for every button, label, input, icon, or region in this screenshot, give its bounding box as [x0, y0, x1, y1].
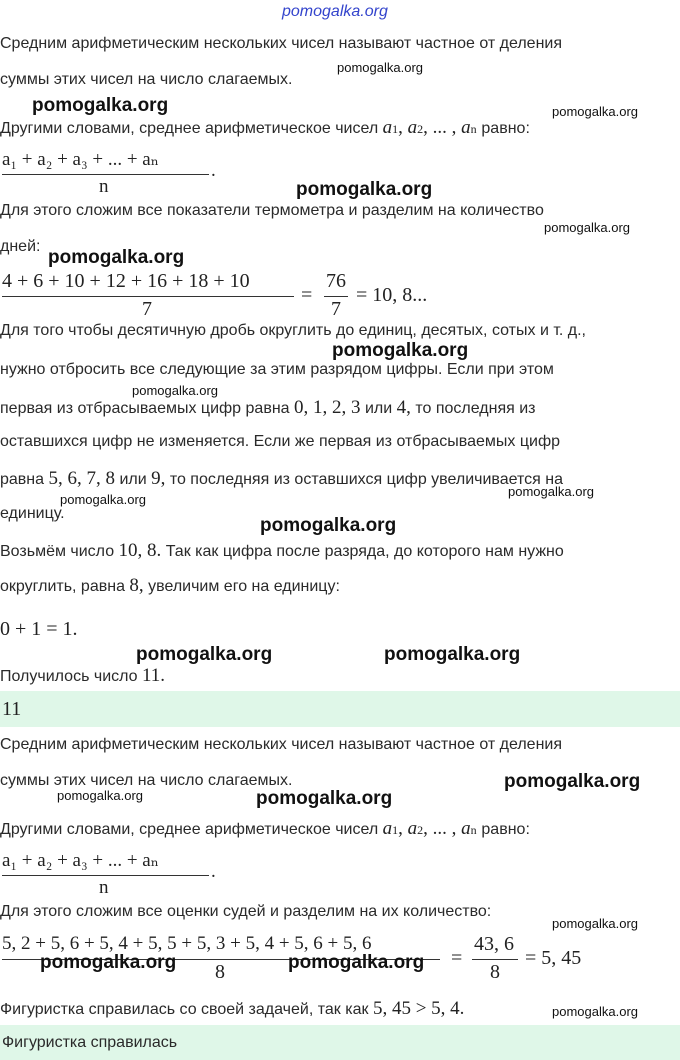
t1-calc-denominator2: 7	[331, 298, 341, 320]
watermark: pomogalka.org	[384, 644, 521, 665]
t1-rule-line3: первая из отбрасываемых цифр равна 0, 1, 2, 3 или 4, то последняя из	[0, 397, 536, 418]
watermark: pomogalka.org	[256, 788, 393, 809]
t1-calc-denominator: 7	[142, 298, 152, 320]
t1-rule-line6: единицу.	[0, 505, 65, 522]
t2-calc-fraction-line2	[472, 959, 518, 960]
watermark: pomogalka.org	[296, 179, 433, 200]
watermark: pomogalka.org	[57, 788, 143, 803]
t1-formula-fraction-line	[2, 174, 209, 175]
t1-take-line2: округлить, равна 8, увеличим его на единицу:	[0, 575, 340, 596]
watermark: pomogalka.org	[260, 515, 397, 536]
t1-vars-list: a1, a2, ... , an	[382, 117, 477, 138]
t1-definition-line2: суммы этих чисел на число слагаемых.	[0, 71, 293, 88]
t1-step-line2: дней:	[0, 238, 41, 255]
t1-got-number: Получилось число 11.	[0, 665, 166, 686]
watermark: pomogalka.org	[552, 916, 638, 931]
t1-sum-equation: 0 + 1 = 1.	[0, 618, 78, 640]
t2-definition-line2: суммы этих чисел на число слагаемых.	[0, 772, 293, 789]
t1-take-line1: Возьмём число 10, 8. Так как цифра после разряда, до которого нам нужно	[0, 540, 564, 561]
watermark: pomogalka.org	[48, 247, 185, 268]
t2-calc-numerator2: 43, 6	[474, 933, 514, 955]
watermark: pomogalka.org	[288, 952, 425, 973]
t1-rule-line4: оставшихся цифр не изменяется. Если же первая из отбрасываемых цифр	[0, 433, 561, 450]
t2-calc-denominator2: 8	[490, 961, 500, 983]
watermark: pomogalka.org	[132, 383, 218, 398]
watermark: pomogalka.org	[544, 220, 630, 235]
t1-calc-numerator: 4 + 6 + 10 + 12 + 16 + 18 + 10	[2, 270, 250, 292]
t1-other-words-post: равно:	[481, 120, 530, 137]
t2-calc-denominator: 8	[215, 961, 225, 983]
t1-other-words-pre: Другими словами, среднее арифметическое чисел	[0, 120, 379, 137]
t1-calc-fraction-line	[2, 296, 294, 297]
t2-other-words: Другими словами, среднее арифметическое чисел a1, a2, ... , an равно:	[0, 818, 530, 839]
t1-other-words	[0, 117, 530, 139]
t2-step-line: Для этого сложим все оценки судей и разделим на их количество:	[0, 903, 492, 920]
t2-formula-denominator: n	[99, 877, 109, 898]
header-watermark[interactable]: pomogalka.org	[282, 3, 388, 20]
t2-calc-equals: =	[451, 947, 463, 969]
t1-calc-fraction-line2	[324, 296, 348, 297]
watermark: pomogalka.org	[40, 952, 177, 973]
watermark: pomogalka.org	[552, 104, 638, 119]
t2-vars-list: a1, a2, ... , an	[382, 818, 477, 839]
t2-formula-dot: .	[211, 861, 216, 882]
watermark: pomogalka.org	[32, 95, 169, 116]
t2-calc-result: = 5, 45	[525, 947, 582, 969]
answer-band-1	[0, 691, 680, 727]
t1-step-line1: Для этого сложим все показатели термометра и разделим на количество	[0, 202, 544, 219]
t1-calc-result: = 10, 8...	[356, 284, 428, 306]
t2-conclusion: Фигуристка справилась со своей задачей, так как 5, 45 > 5, 4.	[0, 998, 465, 1019]
t2-formula-fraction-line	[2, 875, 209, 876]
t1-calc-equals: =	[301, 284, 313, 306]
watermark: pomogalka.org	[508, 484, 594, 499]
watermark: pomogalka.org	[332, 340, 469, 361]
t1-formula-dot: .	[211, 160, 216, 181]
watermark: pomogalka.org	[337, 60, 423, 75]
t2-calc-numerator: 5, 2 + 5, 6 + 5, 4 + 5, 5 + 5, 3 + 5, 4 + 5, 6 + 5, 6	[2, 933, 372, 954]
watermark: pomogalka.org	[136, 644, 273, 665]
answer-1: 11	[2, 698, 22, 720]
watermark: pomogalka.org	[552, 1004, 638, 1019]
t1-formula-denominator: n	[99, 176, 109, 197]
answer-2: Фигуристка справилась	[2, 1034, 178, 1051]
t1-rule-line2: нужно отбросить все следующие за этим разрядом цифры. Если при этом	[0, 361, 554, 378]
t2-definition-line1: Средним арифметическим нескольких чисел называют частное от деления	[0, 736, 563, 753]
t1-calc-numerator2: 76	[326, 270, 346, 292]
watermark: pomogalka.org	[60, 492, 146, 507]
t1-formula-numerator: a₁ + a₂ + a₃ + ... + aₙ	[2, 149, 159, 170]
watermark: pomogalka.org	[504, 771, 641, 792]
t1-rule-line1: Для того чтобы десятичную дробь округлить до единиц, десятых, сотых и т. д.,	[0, 322, 586, 339]
t2-formula-numerator: a₁ + a₂ + a₃ + ... + aₙ	[2, 850, 159, 871]
t1-rule-line5: равна 5, 6, 7, 8 или 9, то последняя из оставшихся цифр увеличивается на	[0, 468, 563, 489]
t1-definition-line1: Средним арифметическим нескольких чисел называют частное от деления	[0, 35, 563, 52]
